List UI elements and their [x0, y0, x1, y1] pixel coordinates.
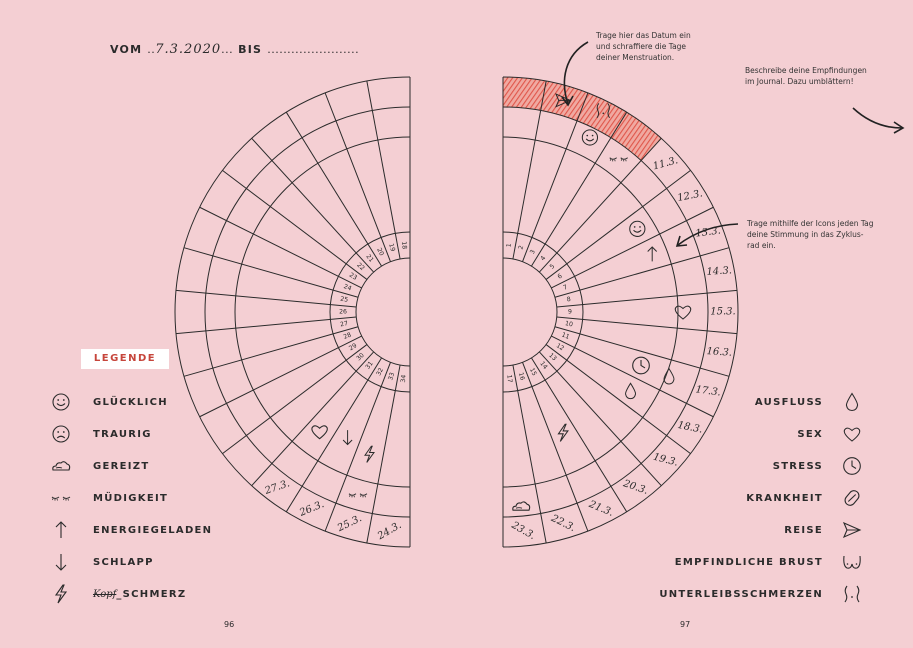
day-number: 33	[387, 371, 397, 382]
date-label[interactable]: 23.3.	[509, 519, 538, 543]
end-date-field[interactable]: .......................	[267, 43, 360, 56]
smiley-happy-icon	[47, 392, 75, 412]
smiley-happy-icon	[582, 130, 597, 145]
date-label[interactable]: 14.3.	[706, 265, 733, 278]
day-number: 2	[517, 244, 526, 251]
legend-item-heart	[797, 424, 865, 444]
day-number: 30	[355, 351, 366, 363]
page-number-right: 97	[680, 620, 691, 629]
lightning-icon	[365, 446, 374, 462]
legend-label: KRANKHEIT	[746, 492, 823, 504]
day-number: 1	[505, 243, 513, 248]
date-note: Trage hier das Datum ein und schraffiere die Tage deiner Menstruation.	[596, 31, 691, 62]
day-number: 24	[342, 283, 353, 293]
day-number: 11	[560, 331, 571, 341]
day-number: 31	[364, 360, 375, 371]
date-label[interactable]: 27.3.	[263, 478, 292, 497]
date-label[interactable]: 21.3.	[587, 499, 615, 519]
legend-label: MÜDIGKEIT	[93, 492, 169, 504]
heart-icon	[312, 426, 327, 439]
day-number: 34	[399, 374, 408, 383]
arrow-down-icon	[47, 552, 75, 572]
legend-item-breast	[675, 552, 865, 572]
date-label[interactable]: 12.3.	[676, 188, 704, 205]
closed-eyes-icon	[610, 158, 628, 162]
legend-item-clock	[773, 456, 865, 476]
legend-item-closed-eyes	[47, 488, 168, 508]
legend-item-pill	[746, 488, 865, 508]
legend-label: GLÜCKLICH	[93, 396, 168, 408]
paper-plane-icon	[839, 520, 865, 540]
arrow-down-icon	[343, 430, 352, 444]
struck-word: Kopf	[93, 588, 117, 600]
day-number: 15	[527, 366, 538, 378]
legend-item-arrow-down	[47, 552, 154, 572]
date-label[interactable]: 22.3.	[549, 513, 578, 535]
day-number: 25	[339, 295, 349, 304]
lightning-icon	[558, 424, 568, 441]
breast-icon	[839, 552, 865, 572]
day-number: 20	[375, 246, 386, 258]
day-number: 8	[566, 295, 572, 304]
date-label[interactable]: 24.3.	[375, 519, 404, 543]
legend-label: ENERGIEGELADEN	[93, 524, 213, 536]
day-number: 19	[387, 242, 397, 253]
cloud-icon	[47, 456, 75, 476]
date-label[interactable]: 19.3.	[651, 451, 680, 469]
legend-item-smiley-sad	[47, 424, 152, 444]
day-number: 21	[364, 253, 375, 264]
date-label[interactable]: 15.3.	[710, 306, 736, 318]
arrow-up-icon	[648, 247, 657, 261]
legend-item-lightning: Kopf_SCHMERZ	[47, 584, 186, 604]
cloud-icon	[513, 502, 530, 510]
day-number: 7	[562, 283, 569, 292]
mood-note: Trage mithilfe der Icons jeden Tag deine Stimmung in das Zyklus- rad ein.	[747, 219, 874, 250]
day-number: 22	[355, 261, 366, 273]
legend-label: UNTERLEIBSSCHMERZEN	[659, 588, 823, 600]
date-label[interactable]: 20.3.	[621, 478, 650, 497]
start-date[interactable]: 7.3.2020	[155, 42, 222, 57]
clock-icon	[633, 357, 650, 374]
date-range-header: VOM ..7.3.2020... BIS .......................	[110, 42, 360, 57]
legend-label: TRAURIG	[93, 428, 152, 440]
date-label[interactable]: 16.3.	[706, 346, 733, 359]
arrow-up-icon	[47, 520, 75, 540]
day-number: 12	[554, 342, 566, 353]
day-number: 23	[347, 271, 359, 282]
page-number-left: 96	[224, 620, 235, 629]
day-number: 13	[547, 351, 558, 363]
legend-item-smiley-happy	[47, 392, 168, 412]
smiley-sad-icon	[47, 424, 75, 444]
legend-label: STRESS	[772, 460, 823, 472]
left-cycle-wheel	[175, 77, 410, 547]
day-number: 29	[347, 342, 359, 353]
day-number: 4	[539, 254, 548, 263]
day-number: 17	[505, 374, 514, 383]
day-number: 3	[528, 248, 537, 256]
date-label[interactable]: 13.3.	[694, 225, 722, 240]
journal-note: Beschreibe deine Empfindungen im Journal. Dazu umblättern!	[745, 66, 867, 86]
day-number: 32	[375, 366, 386, 378]
menstruation-day-cell[interactable]	[503, 77, 546, 110]
legend-item-cloud	[47, 456, 149, 476]
day-number: 26	[339, 308, 347, 316]
legend-label: SCHLAPP	[93, 556, 154, 568]
date-label[interactable]: 25.3.	[335, 513, 364, 535]
legend-label: SEX	[797, 428, 823, 440]
legend-label: GEREIZT	[93, 460, 150, 472]
day-number: 18	[399, 241, 408, 250]
legend-item-arrow-up	[47, 520, 212, 540]
closed-eyes-icon	[47, 488, 75, 508]
day-number: 14	[538, 360, 549, 371]
day-number: 6	[556, 272, 564, 281]
day-number: 28	[342, 331, 353, 341]
day-number: 27	[339, 320, 349, 329]
right-cycle-wheel	[503, 77, 738, 547]
drop-icon	[839, 392, 865, 412]
from-label: VOM	[110, 43, 143, 56]
smiley-happy-icon	[630, 221, 645, 236]
date-label[interactable]: 18.3.	[676, 419, 704, 436]
arrow-to-next-page	[853, 108, 902, 128]
pill-icon	[839, 488, 865, 508]
legend-label: REISE	[784, 524, 823, 536]
legend-label: AUSFLUSS	[754, 396, 823, 408]
lightning-icon	[47, 584, 75, 604]
legend-item-cramp	[659, 584, 865, 604]
date-label[interactable]: 26.3.	[298, 499, 326, 519]
legend-label: SCHMERZ	[122, 588, 187, 600]
to-label: BIS	[238, 43, 263, 56]
day-number: 5	[548, 262, 557, 271]
drop-icon	[626, 383, 636, 398]
clock-icon	[839, 456, 865, 476]
day-number: 9	[568, 308, 572, 316]
closed-eyes-icon	[349, 494, 367, 498]
heart-icon	[839, 424, 865, 444]
cramp-icon	[839, 584, 865, 604]
legend-title: LEGENDE	[81, 349, 169, 369]
date-label[interactable]: 17.3.	[694, 384, 722, 399]
legend-item-drop	[755, 392, 865, 412]
day-number: 16	[516, 371, 526, 382]
legend-label: EMPFINDLICHE BRUST	[674, 556, 823, 568]
date-label[interactable]: 11.3.	[651, 155, 680, 173]
day-number: 10	[564, 320, 574, 329]
legend-item-paper-plane	[784, 520, 865, 540]
